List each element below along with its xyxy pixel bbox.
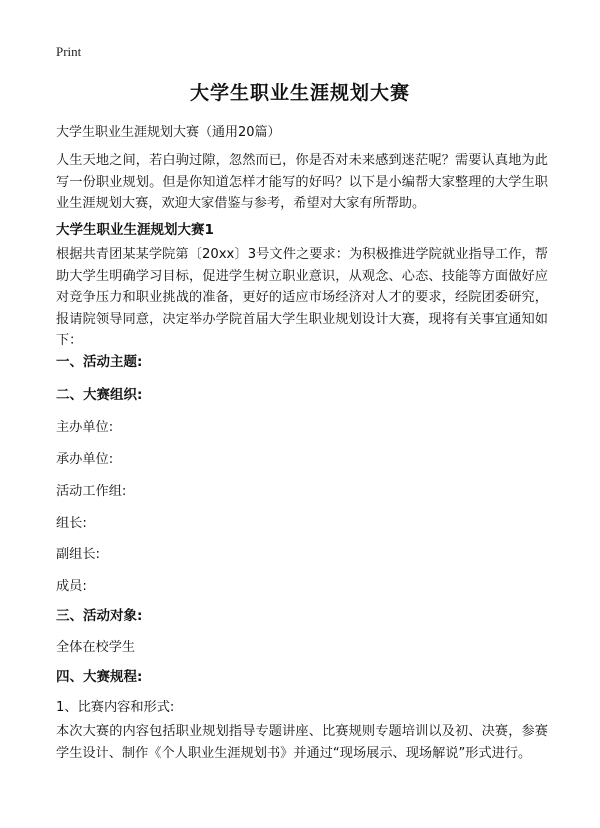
rule-body-paragraph: 本次大赛的内容包括职业规划指导专题讲座、比赛规则专题培训以及初、决赛，参赛学生设计、制作《个人职业生涯规划书》并通过“现场展示、现场解说”形式进行。 xyxy=(56,724,548,761)
heading-theme: 一、活动主题: xyxy=(56,354,143,370)
page-subtitle: 大学生职业生涯规划大赛（通用20篇） xyxy=(56,125,281,140)
vice-leader-line: 副组长: xyxy=(56,547,101,562)
heading-organization: 二、大赛组织: xyxy=(56,387,143,403)
leader-line: 组长: xyxy=(56,516,87,531)
organizer-line: 承办单位: xyxy=(56,452,114,467)
workgroup-line: 活动工作组: xyxy=(56,484,127,499)
host-line: 主办单位: xyxy=(56,420,114,435)
print-link[interactable]: Print xyxy=(56,44,82,59)
heading-target: 三、活动对象: xyxy=(56,608,143,624)
section-body-paragraph: 根据共青团某某学院第〔20xx〕3号文件之要求：为积极推进学院就业指导工作，帮助大学生明确学习目标，促进学生树立职业意识，从观念、心态、技能等方面做好应对竞争压力和职业挑战的准备，更好的适应市场经济对人才的要求，经院团委研究，报请院领导同意，决定举办学院首届大学生职业规划设计大赛，现将有关事宜通知如下： xyxy=(56,247,548,348)
target-line: 全体在校学生 xyxy=(56,640,136,655)
page-title: 大学生职业生涯规划大赛 xyxy=(189,82,410,104)
intro-paragraph: 人生天地之间，若白驹过隙，忽然而已，你是否对未来感到迷茫呢？需要认真地为此写一份职业规划。但是你知道怎样才能写的好吗？以下是小编帮大家整理的大学生职业生涯规划大赛，欢迎大家借鉴与参考，希望对大家有所帮助。 xyxy=(56,153,548,211)
members-line: 成员: xyxy=(56,579,87,594)
heading-rules: 四、大赛规程: xyxy=(56,669,143,685)
section-heading: 大学生职业生涯规划大赛1 xyxy=(56,222,214,238)
rule-item: 1、比赛内容和形式: xyxy=(56,700,175,715)
